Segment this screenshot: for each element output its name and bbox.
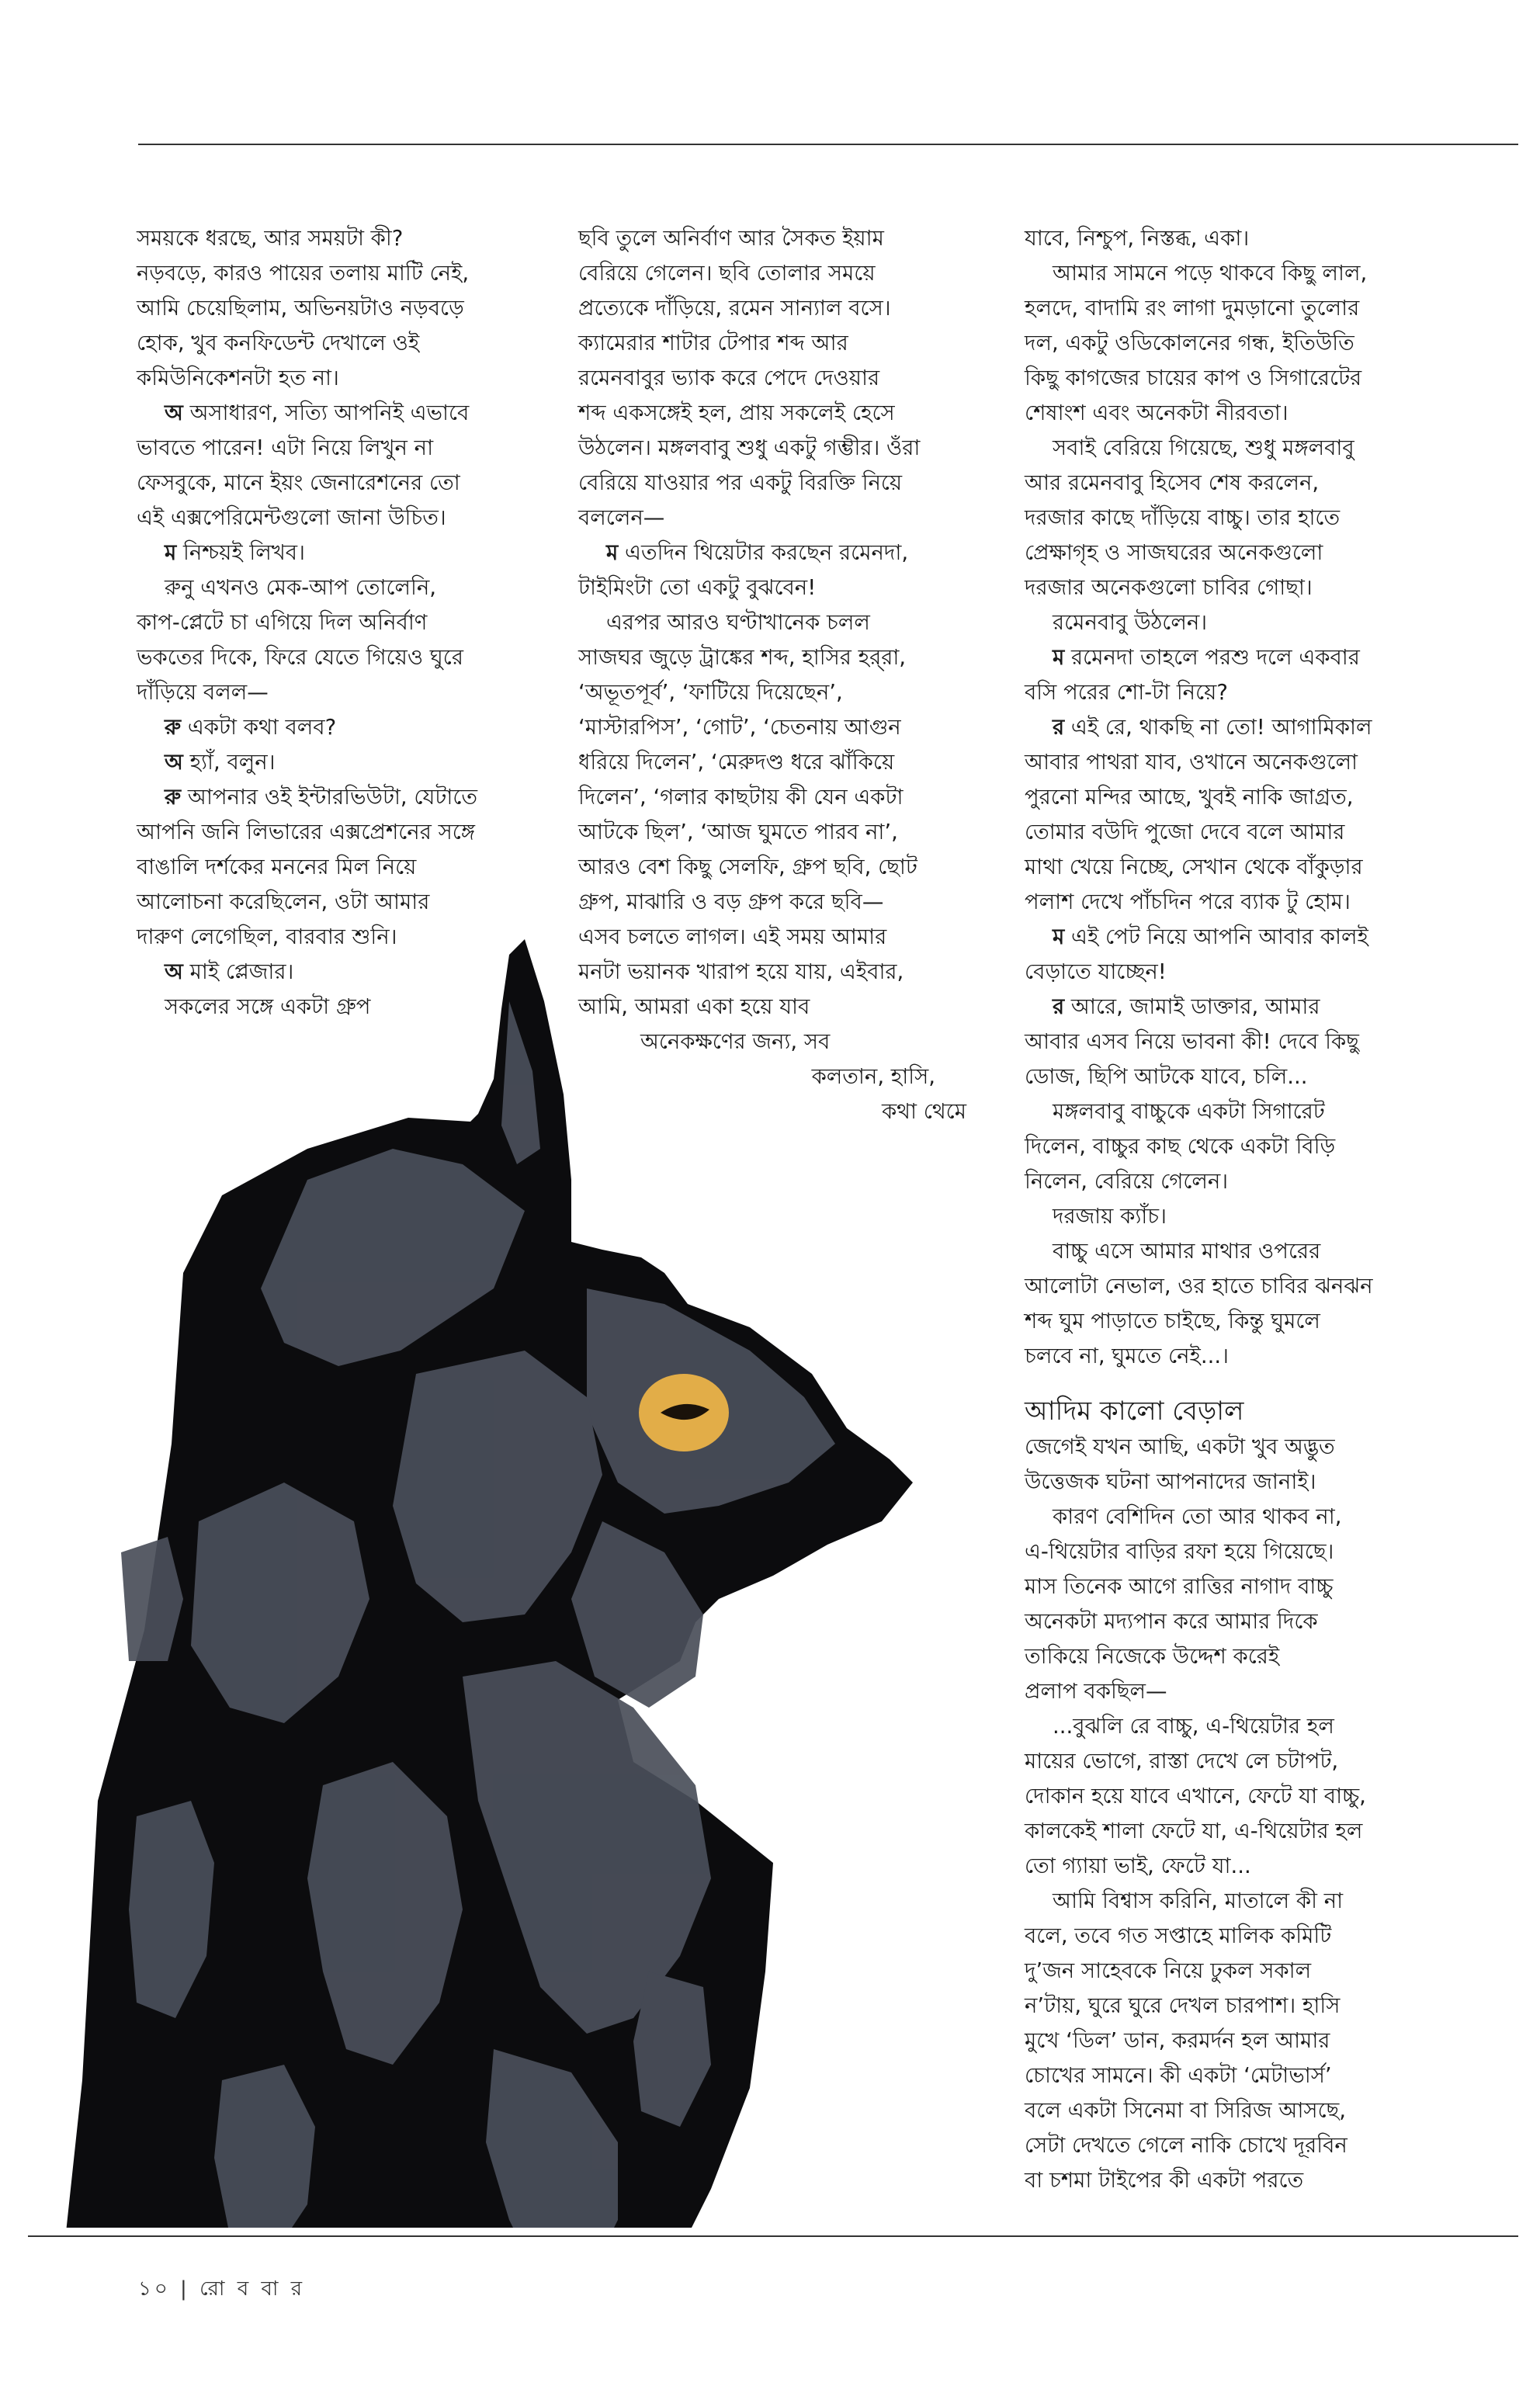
text-line (137, 431, 525, 466)
line-text: মাথা খেয়ে নিচ্ছে, সেখান থেকে বাঁকুড়ার (1025, 855, 1363, 879)
line-text: ‘অভূতপূর্ব’, ‘ফাটিয়ে দিয়েছেন’, (578, 680, 843, 705)
line-text: বেরিয়ে যাওয়ার পর একটু বিরক্তি নিয়ে (578, 470, 903, 495)
line-text: কারণ বেশিদিন তো আর থাকব না, (1053, 1504, 1342, 1529)
line-text: দরজায় ক্যাঁচ। (1053, 1204, 1167, 1229)
text-line (137, 536, 525, 571)
line-text: কমিউনিকেশনটা হত না। (137, 366, 339, 390)
line-text: ক্যামেরার শাটার টেপার শব্দ আর (578, 331, 848, 355)
speaker-initial: রু (165, 785, 182, 810)
text-line (578, 396, 966, 431)
speaker-initial: রু (165, 715, 182, 740)
text-line (578, 571, 966, 605)
line-text: তোমার বউদি পুজো দেবে বলে আমার (1025, 820, 1345, 844)
line-text: নিলেন, বেরিয়ে গেলেন। (1025, 1169, 1229, 1194)
line-text: ডোজ, ছিপি আটকে যাবে, চলি... (1025, 1064, 1308, 1089)
text-line (1025, 815, 1428, 850)
line-text: ‘মাস্টারপিস’, ‘গোট’, ‘চেতনায় আগুন (578, 715, 901, 740)
line-text: জেগেই যখন আছি, একটা খুব অদ্ভুত (1025, 1434, 1335, 1459)
line-text: চলবে না, ঘুমতে নেই...। (1025, 1344, 1229, 1368)
line-text: মাস তিনেক আগে রাত্তির নাগাদ বাচ্চু (1025, 1574, 1334, 1599)
text-line (137, 675, 525, 710)
line-text: নড়বড়ে, কারও পায়ের তলায় মাটি নেই, (137, 261, 470, 286)
text-line (1025, 850, 1428, 885)
line-text: সাজঘর জুড়ে ট্রাঙ্কের শব্দ, হাসির হর্‌রা, (578, 645, 907, 670)
text-line (137, 710, 525, 745)
line-text: দরজার কাছে দাঁড়িয়ে বাচ্চু। তার হাতে (1025, 505, 1341, 530)
line-text: বা চশমা টাইপের কী একটা পরতে (1025, 2168, 1304, 2193)
text-line (1025, 256, 1428, 291)
text-line (578, 745, 966, 780)
text-line (578, 361, 966, 396)
line-text: ভাবতে পারেন! এটা নিয়ে লিখুন না (137, 435, 434, 460)
text-line (1025, 1884, 1428, 1919)
line-text: সময়কে ধরছে, আর সময়টা কী? (137, 226, 404, 251)
text-line (137, 640, 525, 675)
text-line (137, 745, 525, 780)
line-text: শব্দ একসঙ্গেই হল, প্রায় সকলেই হেসে (578, 401, 895, 425)
line-text: বলে একটা সিনেমা বা সিরিজ আসছে, (1025, 2098, 1347, 2123)
text-line (137, 361, 525, 396)
line-text: অসাধারণ, সত্যি আপনিই এভাবে (182, 401, 470, 425)
line-text: পলাশ দেখে পাঁচদিন পরে ব্যাক টু হোম। (1025, 890, 1351, 914)
text-line (1025, 1535, 1428, 1569)
bottom-rule (28, 2235, 1518, 2237)
speaker-initial: অ (165, 401, 183, 425)
line-text: এই রে, থাকছি না তো! আগামিকাল (1064, 715, 1372, 740)
line-text: এসব চলতে লাগল। এই সময় আমার (578, 924, 887, 949)
line-text: হ্যাঁ, বলুন। (182, 750, 276, 775)
line-text: এই পেট নিয়ে আপনি আবার কালই (1064, 924, 1368, 949)
text-line (1025, 2163, 1428, 2198)
text-line (137, 221, 525, 256)
line-text: উত্তেজক ঘটনা আপনাদের জানাই। (1025, 1469, 1316, 1494)
line-text: কলতান, হাসি, (811, 1064, 935, 1089)
text-line (1025, 1954, 1428, 1989)
text-line (578, 885, 966, 920)
line-text: তাকিয়ে নিজেকে উদ্দেশ করেই (1025, 1644, 1280, 1669)
line-text: এতদিন থিয়েটার করছেন রমেনদা, (618, 540, 909, 565)
speaker-initial: অ (165, 750, 183, 775)
line-text: সকলের সঙ্গে একটা গ্রুপ (165, 994, 371, 1019)
text-line (137, 571, 525, 605)
text-line (578, 850, 966, 885)
text-line (1025, 1500, 1428, 1535)
text-line (1025, 1430, 1428, 1465)
line-text: বসি পরের শো-টা নিয়ে? (1025, 680, 1228, 705)
column-3 (1025, 221, 1428, 2198)
line-text: হলদে, বাদামি রং লাগা দুমড়ানো তুলোর (1025, 296, 1360, 321)
text-line (578, 640, 966, 675)
text-line (1025, 1849, 1428, 1884)
text-line (137, 850, 525, 885)
line-text: মাই প্লেজার। (182, 959, 294, 984)
text-line (1025, 1164, 1428, 1199)
line-text: দারুণ লেগেছিল, বারবার শুনি। (137, 924, 397, 949)
text-line (1025, 396, 1428, 431)
text-line (578, 605, 966, 640)
line-text: এরপর আরও ঘণ্টাখানেক চলল (606, 610, 870, 635)
speaker-initial: অ (165, 959, 183, 984)
text-line (578, 326, 966, 361)
text-line (1025, 1129, 1428, 1164)
text-line (1025, 1604, 1428, 1639)
cat-eye (639, 1374, 729, 1451)
text-line (1025, 1709, 1428, 1744)
line-text: বেরিয়ে গেলেন। ছবি তোলার সময়ে (578, 261, 876, 286)
text-line (1025, 1339, 1428, 1374)
text-line (1025, 605, 1428, 640)
line-text: আমি চেয়েছিলাম, অভিনয়টাও নড়বড়ে (137, 296, 464, 321)
line-text: রমেনবাবু উঠলেন। (1053, 610, 1208, 635)
line-text: বললেন— (578, 505, 665, 530)
line-text: প্রলাপ বকছিল— (1025, 1679, 1167, 1704)
text-line (1025, 1094, 1428, 1129)
text-line (578, 536, 966, 571)
line-text: ধরিয়ে দিলেন’, ‘মেরুদণ্ড ধরে ঝাঁকিয়ে (578, 750, 895, 775)
line-text: অনেকক্ষণের জন্য, সব (640, 1029, 831, 1054)
text-line (1025, 1744, 1428, 1779)
text-line (1025, 536, 1428, 571)
text-line (1025, 1779, 1428, 1814)
text-line (1025, 361, 1428, 396)
speaker-initial: র (1053, 994, 1065, 1019)
line-text: বলে, তবে গত সপ্তাহে মালিক কমিটি (1025, 1923, 1332, 1948)
text-line (1025, 990, 1428, 1025)
line-text: এই এক্সপেরিমেন্টগুলো জানা উচিত। (137, 505, 446, 530)
text-line (578, 466, 966, 501)
text-line (1025, 1639, 1428, 1674)
text-line (1025, 2058, 1428, 2093)
line-text: বাচ্চু এসে আমার মাথার ওপরের (1053, 1239, 1321, 1264)
text-line (578, 291, 966, 326)
text-line (578, 710, 966, 745)
line-text: টাইমিংটা তো একটু বুঝবেন! (578, 575, 817, 600)
line-text: নিশ্চয়ই লিখব। (176, 540, 305, 565)
text-line (1025, 1814, 1428, 1849)
line-text: প্রেক্ষাগৃহ ও সাজঘরের অনেকগুলো (1025, 540, 1323, 565)
text-line (137, 780, 525, 815)
line-text: চোখের সামনে। কী একটা ‘মেটাভার্স’ (1025, 2063, 1332, 2088)
text-line (1025, 291, 1428, 326)
text-line (1025, 1989, 1428, 2024)
text-line (578, 256, 966, 291)
text-line (1025, 571, 1428, 605)
text-line (1025, 780, 1428, 815)
top-rule (138, 144, 1518, 145)
text-line (1025, 466, 1428, 501)
line-text: দিলেন, বাচ্চুর কাছ থেকে একটা বিড়ি (1025, 1134, 1336, 1159)
text-line (1025, 1304, 1428, 1339)
page-footer: ১০ | রো ব বা র (138, 2277, 306, 2301)
text-line (137, 815, 525, 850)
line-text: রুনু এখনও মেক-আপ তোলেনি, (165, 575, 437, 600)
speaker-initial: ম (1053, 924, 1065, 949)
speaker-initial: ম (165, 540, 177, 565)
line-text: আরও বেশ কিছু সেলফি, গ্রুপ ছবি, ছোট (578, 855, 917, 879)
line-text: ভকতের দিকে, ফিরে যেতে গিয়েও ঘুরে (137, 645, 463, 670)
text-line (137, 256, 525, 291)
line-text: যাবে, নিশ্চুপ, নিস্তব্ধ, একা। (1025, 226, 1250, 251)
text-line (1025, 1269, 1428, 1304)
line-text: মনটা ভয়ানক খারাপ হয়ে যায়, এইবার, (578, 959, 904, 984)
line-text: দু’জন সাহেবকে নিয়ে ঢুকল সকাল (1025, 1958, 1312, 1983)
line-text: প্রত্যেকে দাঁড়িয়ে, রমেন সান্যাল বসে। (578, 296, 891, 321)
text-line (578, 221, 966, 256)
line-text: একটা কথা বলব? (181, 715, 337, 740)
speaker-initial: ম (606, 540, 619, 565)
text-line (578, 431, 966, 466)
line-text: ফেসবুকে, মানে ইয়ং জেনারেশনের তো (137, 470, 460, 495)
line-text: মুখে ‘ডিল’ ডান, করমর্দন হল আমার (1025, 2028, 1330, 2053)
text-line (1025, 745, 1428, 780)
line-text: আমি বিশ্বাস করিনি, মাতালে কী না (1053, 1888, 1344, 1913)
speaker-initial: র (1053, 715, 1065, 740)
line-text: কাপ-প্লেটে চা এগিয়ে দিল অনির্বাণ (137, 610, 428, 635)
text-line (1025, 221, 1428, 256)
text-line (1025, 1199, 1428, 1234)
line-text: শেষাংশ এবং অনেকটা নীরবতা। (1025, 401, 1289, 425)
line-text: ...বুঝলি রে বাচ্চু, এ-থিয়েটার হল (1053, 1714, 1334, 1739)
line-text: আটকে ছিল’, ‘আজ ঘুমতে পারব না’, (578, 820, 898, 844)
text-line (1025, 640, 1428, 675)
line-text: আমার সামনে পড়ে থাকবে কিছু লাল, (1053, 261, 1368, 286)
text-line (1025, 675, 1428, 710)
line-text: সেটা দেখতে গেলে নাকি চোখে দূরবিন (1025, 2133, 1348, 2158)
text-line (137, 885, 525, 920)
column-1 (137, 221, 525, 1025)
line-text: আর রমেনবাবু হিসেব শেষ করলেন, (1025, 470, 1320, 495)
line-text: রমেনদা তাহলে পরশু দলে একবার (1064, 645, 1360, 670)
text-line (1025, 920, 1428, 955)
line-text: ছবি তুলে অনির্বাণ আর সৈকত ইয়াম (578, 226, 884, 251)
line-text: আপনি জনি লিভারের এক্সপ্রেশনের সঙ্গে (137, 820, 476, 844)
text-line (137, 466, 525, 501)
line-text: রমেনবাবুর ভ্যাক করে পেদে দেওয়ার (578, 366, 880, 390)
line-text: ন’টায়, ঘুরে ঘুরে দেখল চারপাশ। হাসি (1025, 1993, 1341, 2018)
line-text: সবাই বেরিয়ে গিয়েছে, শুধু মঙ্গলবাবু (1053, 435, 1354, 460)
line-text: গ্রুপ, মাঝারি ও বড় গ্রুপ করে ছবি— (578, 890, 884, 914)
text-line (1025, 2024, 1428, 2058)
line-text: হোক, খুব কনফিডেন্ট দেখালে ওই (137, 331, 420, 355)
speaker-initial: ম (1053, 645, 1065, 670)
line-text: আরে, জামাই ডাক্তার, আমার (1064, 994, 1320, 1019)
line-text: কথা থেমে (881, 1099, 966, 1124)
text-line (1025, 2093, 1428, 2128)
line-text: মায়ের ভোগে, রাস্তা দেখে লে চটাপট, (1025, 1749, 1339, 1774)
text-line (137, 605, 525, 640)
line-text: অনেকটা মদ্যপান করে আমার দিকে (1025, 1609, 1318, 1634)
text-line (1025, 2128, 1428, 2163)
text-line (1025, 431, 1428, 466)
text-line (1025, 1025, 1428, 1060)
text-line (1025, 1674, 1428, 1709)
text-line (137, 396, 525, 431)
line-text: বেড়াতে যাচ্ছেন! (1025, 959, 1167, 984)
text-line (137, 326, 525, 361)
text-line (578, 780, 966, 815)
text-line (1025, 326, 1428, 361)
text-line (137, 291, 525, 326)
text-line (1025, 1392, 1428, 1430)
text-line (137, 501, 525, 536)
text-line (1025, 1919, 1428, 1954)
line-text: আবার পাথরা যাব, ওখানে অনেকগুলো (1025, 750, 1358, 775)
line-text: আমি, আমরা একা হয়ে যাব (578, 994, 810, 1019)
line-text: আবার এসব নিয়ে ভাবনা কী! দেবে কিছু (1025, 1029, 1359, 1054)
line-text: এ-থিয়েটার বাড়ির রফা হয়ে গিয়েছে। (1025, 1539, 1334, 1564)
line-text: দিলেন’, ‘গলার কাছটায় কী যেন একটা (578, 785, 904, 810)
text-line (1025, 1234, 1428, 1269)
line-text: পুরনো মন্দির আছে, খুবই নাকি জাগ্রত, (1025, 785, 1354, 810)
text-line (578, 675, 966, 710)
text-line (1025, 885, 1428, 920)
line-text: তো গ্যায়া ভাই, ফেটে যা... (1025, 1854, 1251, 1878)
line-text: আদিম কালো বেড়াল (1025, 1396, 1244, 1427)
text-line (1025, 955, 1428, 990)
line-text: কালকেই শালা ফেটে যা, এ-থিয়েটার হল (1025, 1819, 1363, 1843)
black-cat-illustration (28, 939, 921, 2228)
line-text: শব্দ ঘুম পাড়াতে চাইছে, কিন্তু ঘুমলে (1025, 1309, 1320, 1333)
text-line (1025, 501, 1428, 536)
text-line (578, 501, 966, 536)
line-text: দোকান হয়ে যাবে এখানে, ফেটে যা বাচ্চু, (1025, 1784, 1366, 1809)
line-text: কিছু কাগজের চায়ের কাপ ও সিগারেটের (1025, 366, 1362, 390)
text-line (1025, 1465, 1428, 1500)
text-line (1025, 710, 1428, 745)
line-text: আলোচনা করেছিলেন, ওটা আমার (137, 890, 430, 914)
line-text: মঙ্গলবাবু বাচ্চুকে একটা সিগারেট (1053, 1099, 1325, 1124)
line-text: দল, একটু ওডিকোলনের গন্ধ, ইতিউতি (1025, 331, 1354, 355)
line-text: আপনার ওই ইন্টারভিউটা, যেটাতে (181, 785, 478, 810)
text-line (578, 815, 966, 850)
text-line (1025, 1060, 1428, 1094)
text-line (1025, 1569, 1428, 1604)
line-text: উঠলেন। মঙ্গলবাবু শুধু একটু গম্ভীর। ওঁরা (578, 435, 921, 460)
line-text: দরজার অনেকগুলো চাবির গোছা। (1025, 575, 1313, 600)
line-text: বাঙালি দর্শকের মননের মিল নিয়ে (137, 855, 417, 879)
line-text: আলোটা নেভাল, ওর হাতে চাবির ঝনঝন (1025, 1274, 1373, 1299)
line-text: দাঁড়িয়ে বলল— (137, 680, 269, 705)
